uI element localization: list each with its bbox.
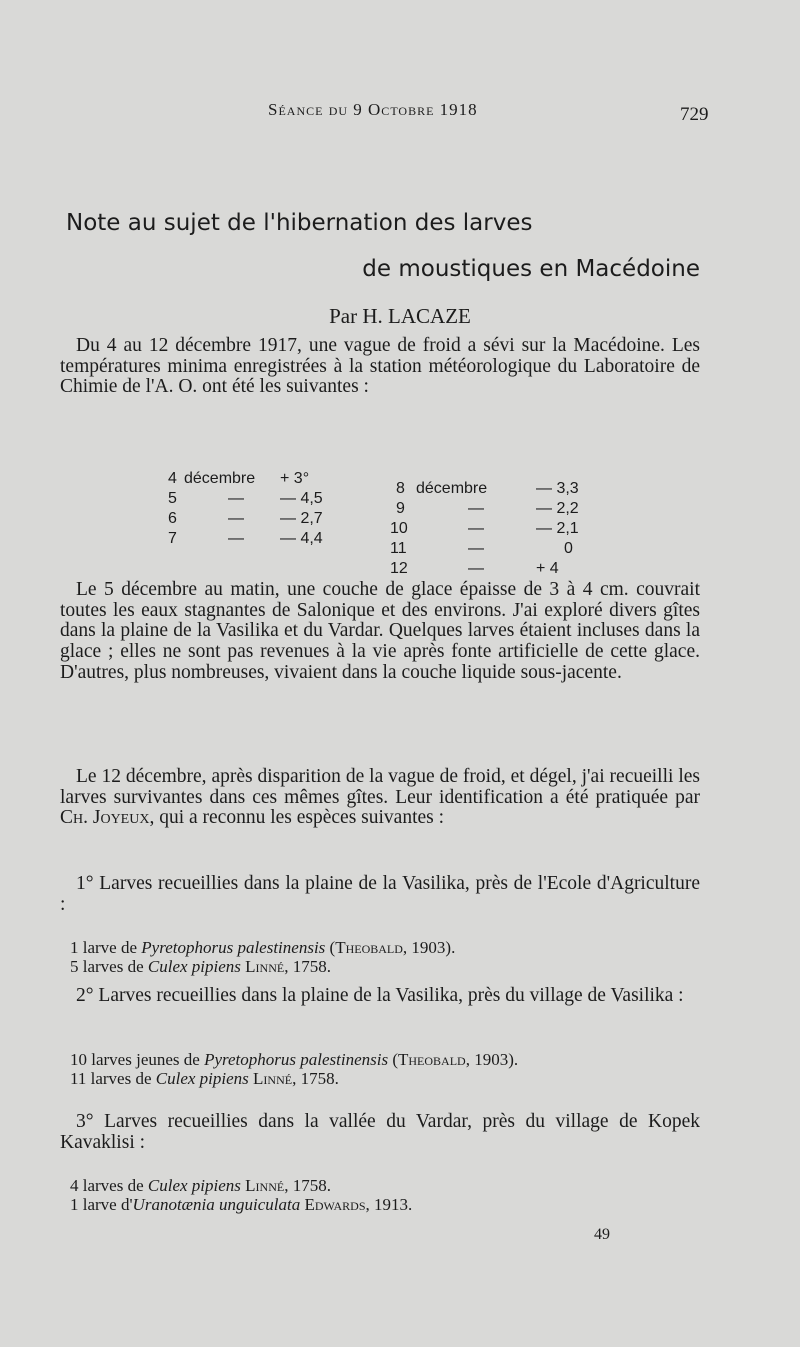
temperature-month: — bbox=[228, 530, 244, 547]
temperature-day: 5 bbox=[168, 490, 177, 507]
list-item-prefix: 5 larves de bbox=[70, 957, 148, 976]
species-author: Edwards, 1913. bbox=[300, 1195, 413, 1214]
temperature-month: — bbox=[228, 510, 244, 527]
temperature-day: 11 bbox=[390, 540, 407, 557]
species-author: (Theobald, 1903). bbox=[325, 938, 456, 957]
temperature-day: 7 bbox=[168, 530, 177, 547]
list-item-prefix: 11 larves de bbox=[70, 1069, 156, 1088]
signature-mark: 49 bbox=[594, 1226, 610, 1243]
species-name: Culex pipiens bbox=[147, 957, 241, 976]
temperature-value: — 4,4 bbox=[280, 530, 323, 547]
temperature-day: 8 bbox=[396, 480, 405, 497]
species-author: Linné, 1758. bbox=[248, 1069, 339, 1088]
species-list-2 bbox=[70, 1050, 710, 1088]
author-line: Par H. LACAZE bbox=[329, 304, 471, 328]
title-line-2: de moustiques en Macédoine bbox=[362, 256, 700, 282]
list-item-prefix: 1 larve de bbox=[70, 938, 142, 957]
section-1-heading: 1° Larves recueillies dans la plaine de la Vasilika, près de l'Ecole d'Agriculture : bbox=[60, 873, 700, 915]
page-number: 729 bbox=[680, 104, 709, 125]
species-list-1 bbox=[70, 938, 710, 976]
temperature-value: — 3,3 bbox=[536, 480, 579, 497]
temperature-month: — bbox=[468, 560, 484, 577]
species-name: Culex pipiens bbox=[155, 1069, 249, 1088]
temperature-value: — 2,7 bbox=[280, 510, 323, 527]
list-item bbox=[70, 1195, 710, 1214]
temperature-day: 10 bbox=[390, 520, 408, 537]
temperature-value: + 3° bbox=[280, 470, 310, 487]
temperature-day: 9 bbox=[396, 500, 405, 517]
list-item-prefix: 4 larves de bbox=[70, 1176, 148, 1195]
species-name: Uranotænia unguiculata bbox=[132, 1195, 301, 1214]
temperature-month: — bbox=[468, 500, 484, 517]
species-author: Linné, 1758. bbox=[240, 957, 331, 976]
section-2-heading: 2° Larves recueillies dans la plaine de la Vasilika, près du village de Vasilika : bbox=[76, 985, 684, 1006]
temperature-day: 6 bbox=[168, 510, 177, 527]
temperature-month: — bbox=[228, 490, 244, 507]
list-item-prefix: 10 larves jeunes de bbox=[70, 1050, 205, 1069]
section-3-heading: 3° Larves recueillies dans la vallée du Vardar, près du village de Kopek Kavaklisi : bbox=[60, 1111, 700, 1153]
temperature-month: décembre bbox=[416, 480, 488, 497]
paragraph-ice: Le 5 décembre au matin, une couche de glace épaisse de 3 à 4 cm. couvrait toutes les eaux stagnantes de Salonique et des environs. J'ai exploré divers gîtes dans la plaine de la Vasilika et du Vardar. Quelques larves étaient incluses dans la glace ; elles ne sont pas revenues à la vie après fonte artificielle de cette glace. D'autres, plus nombreuses, vivaient dans la couche liquide sous-jacente. bbox=[60, 579, 700, 683]
article-title bbox=[66, 200, 716, 292]
temperature-value: — 4,5 bbox=[280, 490, 323, 507]
list-item bbox=[70, 1050, 710, 1069]
species-author: (Theobald, 1903). bbox=[388, 1050, 519, 1069]
species-name: Pyretophorus palestinensis bbox=[204, 1050, 389, 1069]
list-item-prefix: 1 larve d' bbox=[70, 1195, 133, 1214]
paragraph-identification bbox=[60, 767, 700, 829]
temperature-value: — 2,1 bbox=[536, 520, 579, 537]
list-item bbox=[70, 1176, 710, 1195]
temperature-month: — bbox=[468, 520, 484, 537]
running-head: Séance du 9 Octobre 1918 bbox=[268, 100, 478, 119]
species-list-3 bbox=[70, 1176, 710, 1214]
species-author: Linné, 1758. bbox=[240, 1176, 331, 1195]
list-item bbox=[70, 957, 710, 976]
temperature-day: 4 bbox=[168, 470, 177, 487]
temperature-value: — 2,2 bbox=[536, 500, 579, 517]
temperature-value: + 4 bbox=[536, 560, 559, 577]
temperature-day: 12 bbox=[390, 560, 408, 577]
paragraph-identification-end: , qui a reconnu les espèces suivantes : bbox=[149, 807, 445, 829]
temperature-value: 0 bbox=[564, 540, 573, 557]
list-item bbox=[70, 938, 710, 957]
species-name: Pyretophorus palestinensis bbox=[141, 938, 326, 957]
title-line-1: Note au sujet de l'hibernation des larves bbox=[66, 210, 533, 236]
intro-paragraph: Du 4 au 12 décembre 1917, une vague de froid a sévi sur la Macédoine. Les températures minima enregistrées à la station météorologique du Laboratoire de Chimie de l'A. O. ont été les suivantes : bbox=[60, 335, 700, 398]
paragraph-identification-text: Le 12 décembre, après disparition de la vague de froid, et dégel, j'ai recueilli les larves survivantes dans ces mêmes gîtes. Leur identification a été pratiquée par bbox=[60, 766, 700, 808]
identifier-name: Ch. Joyeux bbox=[60, 807, 150, 829]
species-name: Culex pipiens bbox=[147, 1176, 241, 1195]
list-item bbox=[70, 1069, 710, 1088]
temperature-month: décembre bbox=[184, 470, 256, 487]
temperature-month: — bbox=[468, 540, 484, 557]
